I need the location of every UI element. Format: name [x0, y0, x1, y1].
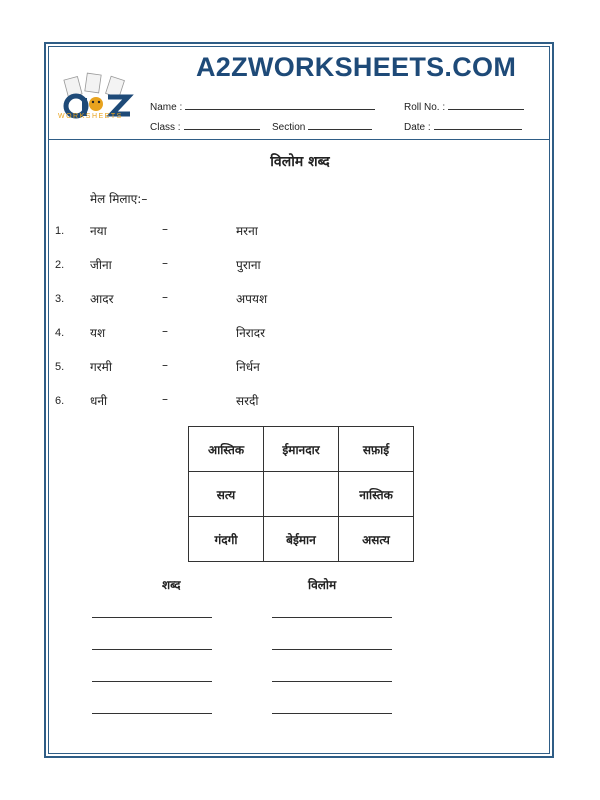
- name-field: [150, 99, 375, 113]
- roll-no-blank: [448, 99, 524, 110]
- section-field: [272, 119, 372, 133]
- antonym-column-heading: विलोम: [308, 578, 337, 592]
- instruction: मेल मिलाए:–: [90, 192, 148, 206]
- class-label: Class :: [150, 122, 181, 133]
- section-blank: [308, 119, 372, 130]
- item-dash: –: [162, 392, 168, 406]
- word-grid: [188, 426, 414, 562]
- item-dash: –: [162, 324, 168, 338]
- date-label: Date :: [404, 122, 431, 133]
- item-number: 3.: [55, 293, 65, 305]
- antonym-answer-blank[interactable]: [272, 617, 392, 618]
- name-blank: [185, 99, 375, 110]
- item-number: 4.: [55, 327, 65, 339]
- antonym-answer-blank[interactable]: [272, 713, 392, 714]
- word-column-heading: शब्द: [162, 578, 181, 592]
- item-word: जीना: [90, 258, 112, 272]
- grid-cell: नास्तिक: [339, 472, 414, 517]
- grid-cell: सत्य: [189, 472, 264, 517]
- item-word: आदर: [90, 292, 114, 306]
- item-dash: –: [162, 256, 168, 270]
- item-dash: –: [162, 358, 168, 372]
- grid-cell: गंदगी: [189, 517, 264, 562]
- site-title: A2ZWORKSHEETS.COM: [196, 52, 517, 82]
- item-match-word: सरदी: [236, 394, 259, 408]
- grid-cell: ईमानदार: [264, 427, 339, 472]
- antonym-answer-blank[interactable]: [272, 681, 392, 682]
- grid-cell: आस्तिक: [189, 427, 264, 472]
- grid-cell: असत्य: [339, 517, 414, 562]
- grid-cell: बेईमान: [264, 517, 339, 562]
- name-label: Name :: [150, 102, 183, 113]
- item-word: गरमी: [90, 360, 112, 374]
- grid-cell-empty: [264, 472, 339, 517]
- item-word: धनी: [90, 394, 108, 408]
- item-number: 2.: [55, 259, 65, 271]
- item-match-word: निर्धन: [236, 360, 260, 374]
- item-word: नया: [90, 224, 107, 238]
- item-number: 6.: [55, 395, 65, 407]
- antonym-answer-blank[interactable]: [272, 649, 392, 650]
- item-match-word: मरना: [236, 224, 258, 238]
- word-answer-blank[interactable]: [92, 649, 212, 650]
- roll-no-field: [404, 99, 524, 113]
- item-match-word: अपयश: [236, 292, 268, 306]
- item-match-word: निरादर: [236, 326, 266, 340]
- logo-text: WORKSHEETS: [58, 113, 123, 120]
- item-dash: –: [162, 290, 168, 304]
- grid-cell: सफ़ाई: [339, 427, 414, 472]
- grid-row: [189, 427, 414, 472]
- item-word: यश: [90, 326, 106, 340]
- item-match-word: पुराना: [236, 258, 261, 272]
- worksheet-title: विलोम शब्द: [270, 154, 330, 170]
- class-field: [150, 119, 260, 133]
- grid-row: [189, 472, 414, 517]
- item-number: 5.: [55, 361, 65, 373]
- word-answer-blank[interactable]: [92, 617, 212, 618]
- header-divider: [48, 139, 550, 140]
- item-dash: –: [162, 222, 168, 236]
- class-blank: [184, 119, 260, 130]
- word-answer-blank[interactable]: [92, 681, 212, 682]
- section-label: Section: [272, 122, 306, 133]
- item-number: 1.: [55, 225, 65, 237]
- date-blank: [434, 119, 522, 130]
- roll-no-label: Roll No. :: [404, 102, 446, 113]
- grid-row: [189, 517, 414, 562]
- date-field: [404, 119, 522, 133]
- word-answer-blank[interactable]: [92, 713, 212, 714]
